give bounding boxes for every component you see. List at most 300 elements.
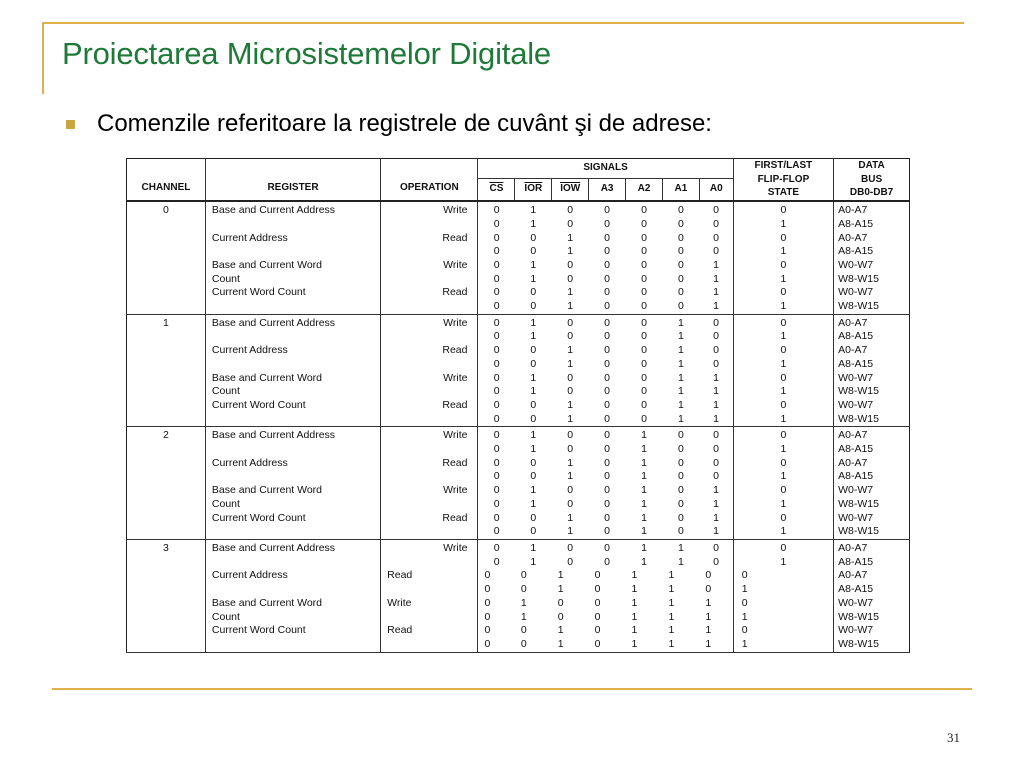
signal-cell: 0 xyxy=(677,245,684,258)
channel-cell xyxy=(127,638,206,652)
signal-cell: 0 xyxy=(530,511,537,524)
flip-flop-cell: 1 xyxy=(733,358,833,372)
signal-cell: 1 xyxy=(530,258,537,271)
signal-cell: 0 xyxy=(493,525,500,538)
signal-cell: 0 xyxy=(594,583,601,596)
signal-cell: 0 xyxy=(604,541,611,554)
signal-cell: 1 xyxy=(641,541,647,554)
signal-cell: 0 xyxy=(677,300,684,313)
register-cell: Current Address xyxy=(205,457,380,471)
bottom-accent-line xyxy=(52,688,972,690)
operation-cell: Read xyxy=(381,232,478,246)
bullet-text: Comenzile referitoare la registrele de cuvânt şi de adrese: xyxy=(97,110,712,137)
signal-cell: 1 xyxy=(668,583,675,596)
signal-cell: 0 xyxy=(493,541,500,554)
data-bus-cell: W0-W7 xyxy=(838,596,874,609)
table-row xyxy=(127,457,910,471)
signal-cell: 1 xyxy=(641,484,647,497)
signal-cell: 0 xyxy=(493,429,500,442)
channel-group xyxy=(127,314,910,427)
data-bus-cell: A8-A15 xyxy=(838,245,874,258)
signal-cell: 1 xyxy=(567,231,574,244)
page-number: 31 xyxy=(947,730,960,745)
channel-group xyxy=(127,201,910,314)
flip-flop-cell: 1 xyxy=(733,556,833,570)
signal-cell: 1 xyxy=(567,412,574,425)
register-cell xyxy=(205,525,380,539)
register-cell: Base and Current Address xyxy=(205,427,380,443)
signal-cell: 0 xyxy=(493,398,500,411)
signal-cell: 1 xyxy=(530,429,537,442)
operation-header: OPERATION xyxy=(381,178,478,201)
signal-cell: 0 xyxy=(484,596,491,609)
table-row xyxy=(127,484,910,498)
operation-cell: Write xyxy=(381,597,478,611)
table-row xyxy=(127,385,910,399)
signal-cell: 1 xyxy=(567,470,574,483)
signal-cell: 0 xyxy=(677,429,684,442)
signal-cell: 1 xyxy=(677,385,684,398)
register-cell xyxy=(205,443,380,457)
data-bus-cell: W0-W7 xyxy=(838,258,874,271)
signal-header-label: $\overline{CS}$ xyxy=(489,182,504,194)
register-cell: Current Address xyxy=(205,232,380,246)
signal-cell: 1 xyxy=(530,371,537,384)
signal-cell: 1 xyxy=(530,204,537,217)
signal-cell: 1 xyxy=(677,344,684,357)
register-cell: Current Word Count xyxy=(205,624,380,638)
channel-cell xyxy=(127,624,206,638)
signal-cell: 0 xyxy=(699,314,733,330)
signal-cell: 1 xyxy=(699,413,733,427)
table-row xyxy=(127,232,910,246)
signal-cell: 0 xyxy=(677,497,684,510)
signal-cell: 0 xyxy=(699,556,733,570)
operation-cell xyxy=(381,498,478,512)
signal-cell: 0 xyxy=(641,245,647,258)
signal-cell: 1 xyxy=(530,443,537,456)
signal-cell: 1 xyxy=(567,300,574,313)
flip-flop-cell: 1 xyxy=(733,218,833,232)
signal-cell: 0 xyxy=(567,371,574,384)
table-row xyxy=(127,611,910,625)
data-bus-cell: A8-A15 xyxy=(838,330,874,343)
signal-cell: 0 xyxy=(567,258,574,271)
data-bus-cell: W8-W15 xyxy=(838,385,879,398)
signal-cell: 0 xyxy=(699,344,733,358)
signal-cell: 0 xyxy=(677,272,684,285)
register-cell: Count xyxy=(205,498,380,512)
channel-cell xyxy=(127,457,206,471)
signal-cell: 0 xyxy=(493,231,500,244)
channel-cell xyxy=(127,245,206,259)
signal-cell: 0 xyxy=(641,385,647,398)
signal-cell: 0 xyxy=(530,286,537,299)
channel-cell: 1 xyxy=(127,314,206,330)
channel-group xyxy=(127,539,910,652)
signal-cell: 0 xyxy=(530,300,537,313)
flip-flop-cell: 1 xyxy=(733,330,833,344)
signal-cell: 0 xyxy=(567,204,574,217)
flip-flop-cell: 1 xyxy=(733,273,833,287)
register-cell: Current Word Count xyxy=(205,399,380,413)
data-bus-cell: W0-W7 xyxy=(838,286,874,299)
signal-cell: 0 xyxy=(557,610,564,623)
signal-cell: 1 xyxy=(557,637,564,650)
signal-cell: 1 xyxy=(699,286,733,300)
signal-cell: 1 xyxy=(677,412,684,425)
signal-cell: 0 xyxy=(493,371,500,384)
signal-cell: 0 xyxy=(604,412,611,425)
signal-header-a0: A0 xyxy=(699,178,733,201)
channel-cell xyxy=(127,259,206,273)
signal-cell: 0 xyxy=(699,583,733,597)
channel-cell: 2 xyxy=(127,427,206,443)
signal-cell: 0 xyxy=(530,456,537,469)
table-row xyxy=(127,512,910,526)
flip-flop-cell: 0 xyxy=(733,427,833,443)
signal-cell: 1 xyxy=(567,398,574,411)
signal-cell: 0 xyxy=(604,204,611,217)
signal-cell: 0 xyxy=(493,511,500,524)
signal-cell: 0 xyxy=(699,427,733,443)
table-row xyxy=(127,245,910,259)
signal-cell: 0 xyxy=(641,357,647,370)
operation-cell xyxy=(381,385,478,399)
channel-cell: 3 xyxy=(127,539,206,555)
channel-cell xyxy=(127,484,206,498)
channel-cell xyxy=(127,300,206,314)
signal-cell: 1 xyxy=(641,470,647,483)
signal-header-cs xyxy=(478,178,515,201)
data-bus-cell: W8-W15 xyxy=(838,637,879,650)
table-row xyxy=(127,498,910,512)
data-bus-header-line: DB0-DB7 xyxy=(849,187,894,199)
signal-cell: 0 xyxy=(604,272,611,285)
channel-cell xyxy=(127,286,206,300)
signal-cell: 0 xyxy=(677,258,684,271)
signal-cell: 1 xyxy=(699,611,733,625)
signal-cell: 1 xyxy=(677,398,684,411)
channel-cell xyxy=(127,372,206,386)
signal-cell: 0 xyxy=(484,583,491,596)
signal-cell: 1 xyxy=(557,583,564,596)
operation-cell: Write xyxy=(381,427,478,443)
signal-cell: 0 xyxy=(484,610,491,623)
signals-header: SIGNALS xyxy=(478,159,733,179)
slide-title: Proiectarea Microsistemelor Digitale xyxy=(62,36,551,71)
signal-header-a2: A2 xyxy=(626,178,663,201)
signal-cell: 0 xyxy=(493,497,500,510)
signal-cell: 1 xyxy=(631,569,638,582)
signal-cell: 0 xyxy=(677,217,684,230)
data-bus-cell: A8-A15 xyxy=(838,470,874,483)
signal-cell: 0 xyxy=(604,286,611,299)
signal-cell: 0 xyxy=(699,457,733,471)
table-row xyxy=(127,525,910,539)
signal-cell: 0 xyxy=(604,330,611,343)
signal-cell: 0 xyxy=(677,525,684,538)
register-cell xyxy=(205,470,380,484)
signal-cell: 0 xyxy=(641,398,647,411)
signal-cell: 1 xyxy=(530,272,537,285)
signal-cell: 1 xyxy=(567,525,574,538)
signal-cell: 0 xyxy=(493,286,500,299)
signal-cell: 0 xyxy=(530,398,537,411)
signal-header-ior xyxy=(515,178,552,201)
signal-cell: 1 xyxy=(530,330,537,343)
operation-cell: Read xyxy=(381,624,478,638)
register-cell: Base and Current Word xyxy=(205,259,380,273)
table-row xyxy=(127,539,910,555)
signal-cell: 1 xyxy=(557,569,564,582)
operation-cell: Read xyxy=(381,512,478,526)
data-bus-cell: A8-A15 xyxy=(838,583,874,596)
signal-cell: 0 xyxy=(699,218,733,232)
signal-cell: 1 xyxy=(699,638,733,652)
register-cell xyxy=(205,583,380,597)
signal-cell: 0 xyxy=(604,429,611,442)
register-command-table xyxy=(126,158,910,653)
operation-cell: Read xyxy=(381,569,478,583)
signal-header-label: $\overline{IOW}$ xyxy=(560,182,581,194)
register-cell: Current Address xyxy=(205,569,380,583)
signal-cell: 0 xyxy=(677,231,684,244)
signal-cell: 0 xyxy=(677,204,684,217)
operation-cell: Write xyxy=(381,484,478,498)
table-row xyxy=(127,556,910,570)
channel-cell xyxy=(127,498,206,512)
bullet-item xyxy=(66,110,712,138)
register-cell: Count xyxy=(205,385,380,399)
table-row xyxy=(127,201,910,218)
flip-flop-cell: 0 xyxy=(733,624,833,638)
signal-cell: 0 xyxy=(484,624,491,637)
signal-cell: 0 xyxy=(641,231,647,244)
table-row xyxy=(127,597,910,611)
signal-cell: 0 xyxy=(604,231,611,244)
register-cell xyxy=(205,413,380,427)
channel-cell xyxy=(127,556,206,570)
register-cell xyxy=(205,218,380,232)
signal-cell: 0 xyxy=(641,272,647,285)
data-bus-cell: W8-W15 xyxy=(838,610,879,623)
table-row xyxy=(127,300,910,314)
register-cell: Base and Current Address xyxy=(205,201,380,218)
flip-flop-cell: 0 xyxy=(733,232,833,246)
signal-cell: 1 xyxy=(641,511,647,524)
data-bus-header xyxy=(834,159,910,202)
data-bus-cell: W0-W7 xyxy=(838,371,874,384)
operation-cell xyxy=(381,245,478,259)
table-row xyxy=(127,358,910,372)
signal-cell: 0 xyxy=(493,555,500,568)
signal-cell: 0 xyxy=(677,443,684,456)
operation-cell xyxy=(381,413,478,427)
signal-cell: 1 xyxy=(699,273,733,287)
operation-cell xyxy=(381,300,478,314)
flip-flop-cell: 0 xyxy=(733,399,833,413)
data-bus-cell: A8-A15 xyxy=(838,217,874,230)
operation-cell xyxy=(381,525,478,539)
table-row xyxy=(127,372,910,386)
table-row xyxy=(127,218,910,232)
first-last-header-line: FLIP-FLOP xyxy=(757,173,810,185)
signal-cell: 0 xyxy=(520,583,527,596)
signal-cell: 1 xyxy=(699,525,733,539)
signal-cell: 0 xyxy=(493,245,500,258)
signal-cell: 1 xyxy=(668,569,675,582)
signal-cell: 0 xyxy=(641,316,647,329)
signal-cell: 0 xyxy=(699,358,733,372)
signal-cell: 0 xyxy=(484,637,491,650)
signal-cell: 0 xyxy=(677,470,684,483)
signal-cell: 0 xyxy=(604,555,611,568)
signal-cell: 0 xyxy=(699,232,733,246)
operation-cell: Write xyxy=(381,201,478,218)
signal-cell: 0 xyxy=(641,344,647,357)
header-spacer xyxy=(127,159,206,179)
signal-cell: 0 xyxy=(567,330,574,343)
register-cell: Count xyxy=(205,273,380,287)
data-bus-cell: W8-W15 xyxy=(838,272,879,285)
signal-cell: 0 xyxy=(493,484,500,497)
operation-cell: Read xyxy=(381,399,478,413)
channel-header: CHANNEL xyxy=(127,178,206,201)
signal-cell: 0 xyxy=(641,217,647,230)
signal-cell: 0 xyxy=(699,443,733,457)
signal-cell: 1 xyxy=(567,511,574,524)
signal-cell: 1 xyxy=(699,597,733,611)
signal-cell: 0 xyxy=(567,497,574,510)
register-cell: Count xyxy=(205,611,380,625)
register-header: REGISTER xyxy=(205,178,380,201)
channel-cell: 0 xyxy=(127,201,206,218)
channel-cell xyxy=(127,569,206,583)
table-row xyxy=(127,427,910,443)
signal-cell: 1 xyxy=(631,583,638,596)
channel-cell xyxy=(127,611,206,625)
signal-cell: 1 xyxy=(631,637,638,650)
signal-cell: 0 xyxy=(699,470,733,484)
table-row xyxy=(127,286,910,300)
channel-cell xyxy=(127,399,206,413)
signal-cell: 1 xyxy=(557,624,564,637)
signal-cell: 1 xyxy=(530,484,537,497)
signal-cell: 1 xyxy=(641,443,647,456)
top-accent-line xyxy=(42,22,964,24)
signal-cell: 0 xyxy=(641,412,647,425)
flip-flop-cell: 0 xyxy=(733,372,833,386)
signal-cell: 0 xyxy=(604,344,611,357)
signal-cell: 1 xyxy=(668,610,675,623)
signal-cell: 1 xyxy=(641,429,647,442)
data-bus-cell: W0-W7 xyxy=(838,398,874,411)
data-bus-cell: W8-W15 xyxy=(838,300,879,313)
operation-cell xyxy=(381,611,478,625)
table-row xyxy=(127,583,910,597)
signal-cell: 1 xyxy=(699,372,733,386)
channel-cell xyxy=(127,597,206,611)
signal-cell: 0 xyxy=(641,258,647,271)
signal-cell: 0 xyxy=(567,555,574,568)
signal-cell: 0 xyxy=(594,610,601,623)
signal-cell: 1 xyxy=(677,541,684,554)
signal-cell: 1 xyxy=(699,498,733,512)
signal-cell: 1 xyxy=(699,484,733,498)
signal-cell: 0 xyxy=(567,443,574,456)
signal-cell: 1 xyxy=(631,610,638,623)
signal-cell: 0 xyxy=(493,330,500,343)
register-cell xyxy=(205,330,380,344)
signal-cell: 0 xyxy=(594,624,601,637)
signal-cell: 1 xyxy=(699,624,733,638)
signal-cell: 0 xyxy=(604,371,611,384)
left-accent-line xyxy=(42,22,44,94)
flip-flop-cell: 0 xyxy=(733,457,833,471)
signal-cell: 0 xyxy=(604,443,611,456)
table-row xyxy=(127,443,910,457)
signal-cell: 0 xyxy=(604,525,611,538)
flip-flop-cell: 1 xyxy=(733,385,833,399)
operation-cell xyxy=(381,218,478,232)
first-last-header-line: FIRST/LAST xyxy=(754,160,813,171)
flip-flop-cell: 1 xyxy=(733,413,833,427)
signal-cell: 0 xyxy=(493,470,500,483)
data-bus-cell: A0-A7 xyxy=(838,204,868,217)
data-bus-cell: A0-A7 xyxy=(838,541,868,554)
signal-cell: 0 xyxy=(493,456,500,469)
operation-cell xyxy=(381,330,478,344)
signal-cell: 1 xyxy=(668,637,675,650)
signal-cell: 0 xyxy=(493,204,500,217)
channel-cell xyxy=(127,358,206,372)
register-cell: Current Word Count xyxy=(205,512,380,526)
data-bus-cell: A0-A7 xyxy=(838,456,868,469)
data-bus-cell: W8-W15 xyxy=(838,525,879,538)
signal-cell: 1 xyxy=(530,497,537,510)
signal-cell: 1 xyxy=(699,399,733,413)
register-cell: Current Address xyxy=(205,344,380,358)
channel-cell xyxy=(127,583,206,597)
table-row xyxy=(127,259,910,273)
signal-cell: 0 xyxy=(604,456,611,469)
register-cell xyxy=(205,556,380,570)
register-cell: Base and Current Word xyxy=(205,484,380,498)
signal-cell: 0 xyxy=(641,286,647,299)
flip-flop-cell: 1 xyxy=(733,498,833,512)
signal-cell: 0 xyxy=(677,456,684,469)
table-row xyxy=(127,344,910,358)
signal-cell: 1 xyxy=(699,512,733,526)
signal-cell: 1 xyxy=(567,344,574,357)
signal-cell: 0 xyxy=(604,398,611,411)
data-bus-cell: A0-A7 xyxy=(838,429,868,442)
signal-cell: 0 xyxy=(604,357,611,370)
signal-cell: 0 xyxy=(699,330,733,344)
signal-cell: 1 xyxy=(668,596,675,609)
signal-cell: 1 xyxy=(699,259,733,273)
flip-flop-cell: 0 xyxy=(733,201,833,218)
table-row xyxy=(127,624,910,638)
table-row xyxy=(127,399,910,413)
first-last-header-line: STATE xyxy=(767,187,800,199)
channel-cell xyxy=(127,273,206,287)
signal-header-label: $\overline{IOR}$ xyxy=(524,182,543,194)
signal-cell: 0 xyxy=(699,245,733,259)
signal-cell: 0 xyxy=(520,624,527,637)
channel-cell xyxy=(127,470,206,484)
